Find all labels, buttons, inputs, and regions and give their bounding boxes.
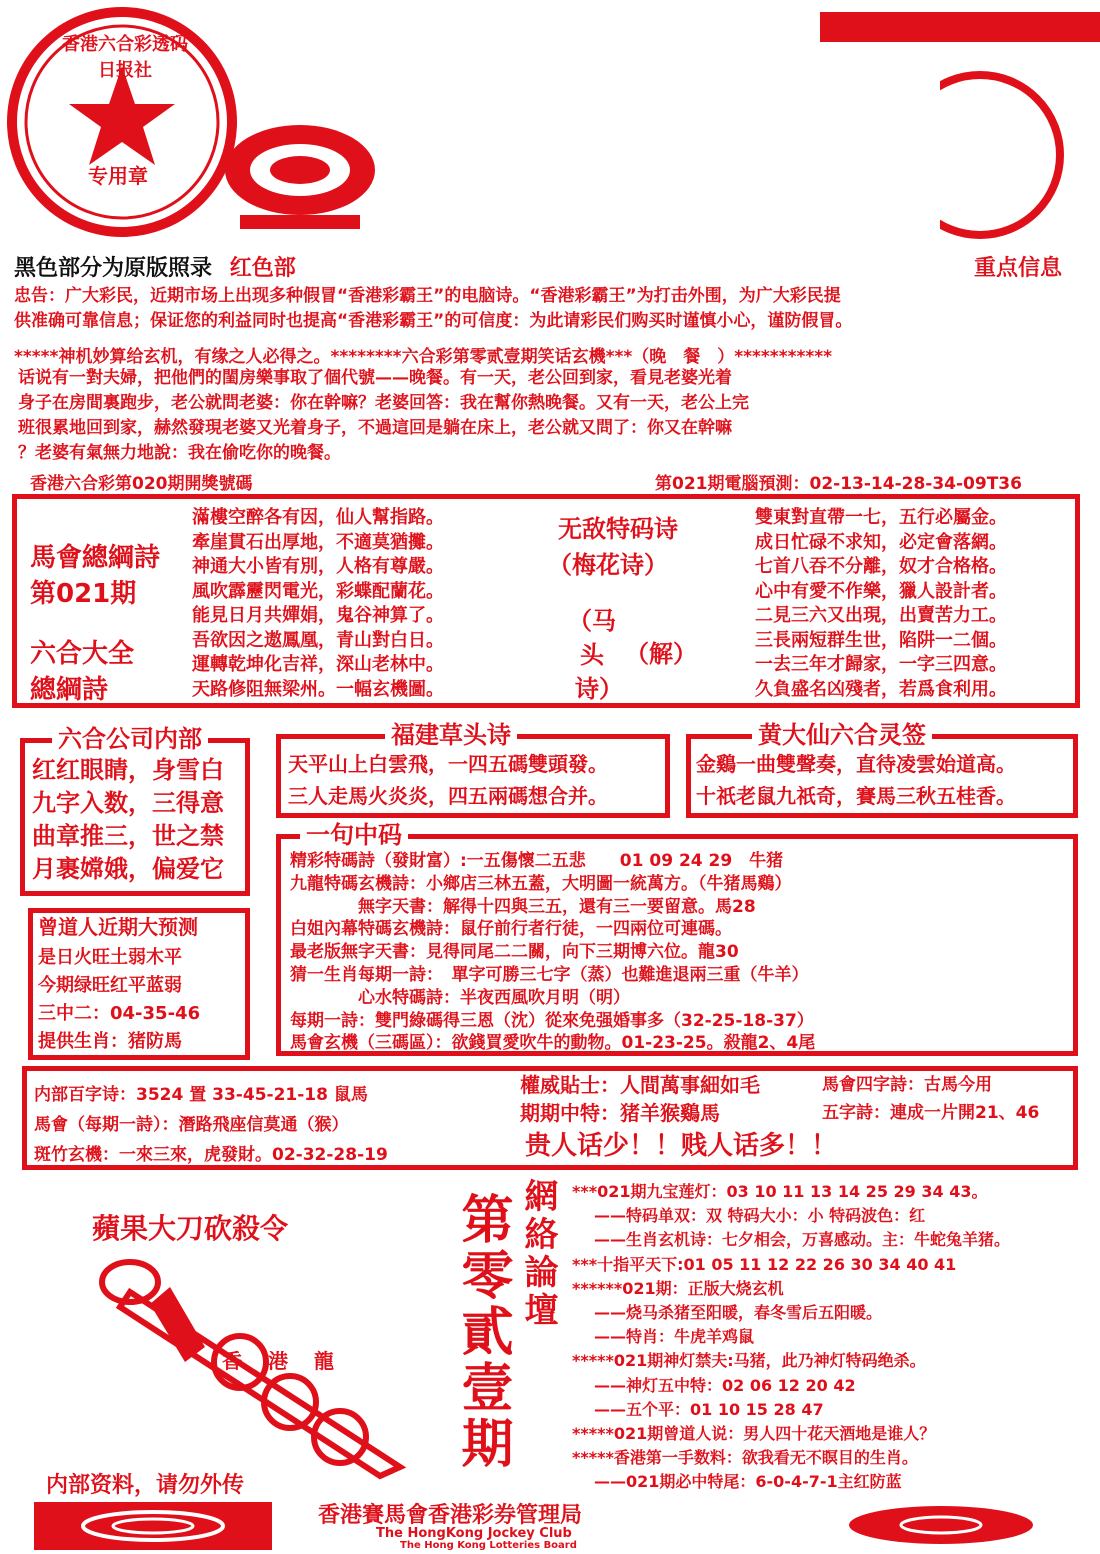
joke-title: *****神机妙算给玄机，有缘之人必得之。********六合彩第零贰壹期笑话玄機***（晚 餐 ）*********** [14, 347, 833, 367]
daoren-line: 三中二：04-35-46 [38, 1003, 201, 1024]
sentence-line: 白姐內幕特碼玄機詩：鼠仔前行者行徒，一四兩位可連碼。 [290, 919, 732, 940]
right-list [572, 1180, 1010, 1495]
notice-black: 黑色部分为原版照录 [14, 256, 213, 281]
daoren-line: 提供生肖：猪防馬 [38, 1031, 182, 1052]
right-list-item: ——021期必中特尾：6-0-4-7-1主红防蓝 [594, 1472, 902, 1492]
draw-bar-right: 第021期電腦預測：02-13-14-28-34-09T36 [655, 474, 1022, 494]
sentence-title: 一句中码 [300, 818, 408, 852]
company-title: 六合公司内部 [52, 722, 208, 756]
right-list-item: *****021期神灯禁夫:马猪，此乃神灯特码绝杀。 [572, 1351, 926, 1371]
poem-line: 能見日月共嬋娟，鬼谷神算了。 [192, 605, 444, 626]
internal-line: 斑竹玄機：一來三來，虎發財。02-32-28-19 [34, 1145, 388, 1165]
poem-line: 成日忙碌不求知，必定會落網。 [755, 531, 1007, 553]
internal-line: 馬會（每期一詩）：潛路飛座信莫通（猴） [34, 1115, 349, 1135]
company-line: 九字入数，三得意 [32, 789, 224, 817]
poem-line: 吾欲因之遨鳳凰，青山對白日。 [192, 629, 444, 651]
poem-line: 天路修阻無梁州。一幅玄機圖。 [192, 678, 444, 700]
mid-title: 无敌特码诗 [558, 515, 678, 543]
forum-name: 網絡論壇 [518, 1178, 558, 1330]
apple-note: 内部资料，请勿外传 [46, 1473, 245, 1498]
notice-tail: 重点信息 [974, 256, 1063, 281]
poem-title: 馬會總綱詩 [30, 543, 161, 573]
internal-line: 内部百字诗：3524 置 33-45-21-18 鼠馬 [34, 1085, 368, 1105]
right-list-item: ***十指平天下:01 05 11 12 22 26 30 34 40 41 [572, 1254, 957, 1274]
daoren-title: 曾道人近期大预测 [38, 915, 198, 939]
mid-b: 头 [580, 641, 604, 669]
notice-line [14, 253, 1089, 284]
apple-title: 蘋果大刀砍殺令 [92, 1212, 289, 1245]
poem-line: 七首八吞不分離，奴才合格格。 [755, 556, 1007, 577]
warning-line: 忠告：广大彩民，近期市场上出现多种假冒“香港彩霸王”的电脑诗。“香港彩霸王”为打击外围，为广大彩民提 [14, 286, 841, 306]
poem-line: 滿樓空醉各有因，仙人幫指路。 [192, 507, 444, 528]
internal-lines [34, 1080, 388, 1170]
poem-line: 一去三年才歸家，一字三四意。 [755, 654, 1007, 675]
poem-line: 牽崖貫石出厚地，不適莫猶攤。 [192, 531, 444, 553]
sentence-line: 猜一生肖每期一詩： 單字可勝三七字（蒸）也難進退兩三重（牛羊） [290, 964, 809, 985]
poem-line: 運轉乾坤化吉祥，深山老林中。 [192, 654, 444, 675]
poem-line: 久負盛名凶殘者，若爲食利用。 [755, 678, 1007, 700]
right-list-item: ******021期：正版大烧玄机 [572, 1278, 784, 1298]
poem-line: 神通大小皆有別，人格有尊嚴。 [192, 556, 444, 577]
sentence-line: 心水特碼詩：半夜西風吹月明（明） [290, 987, 630, 1008]
footer-en1: The HongKong Jockey Club [376, 1526, 572, 1541]
right-list-item: ——生肖玄机诗：七夕相会，万喜感动。主：牛蛇兔羊猪。 [594, 1230, 1011, 1250]
forum-issue: 第零貳壹期 [452, 1192, 512, 1472]
right-list-item: ——特肖：牛虎羊鸡鼠 [594, 1327, 755, 1347]
internal-right-c: 馬會四字詩：古馬今用 [822, 1075, 992, 1095]
seal-stamp-right [940, 70, 1090, 240]
joke-line: ？老婆有氣無力地說：我在偷吃你的晚餐。 [18, 443, 341, 463]
daoren-line: 是日火旺土弱木平 [38, 947, 182, 968]
right-list-item: ——神灯五中特：02 06 12 20 42 [594, 1375, 856, 1395]
wong-line: 金鷄一曲雙聲奏，直待凌雲始道高。 [696, 752, 1016, 776]
wong-lines [696, 748, 1016, 812]
mid-c: 诗） [575, 675, 623, 703]
wong-title: 黄大仙六合灵签 [752, 718, 932, 752]
fujian-line: 天平山上白雲飛，一四五碼雙頭發。 [288, 752, 608, 776]
logo-swirl [220, 110, 380, 240]
company-line: 红红眼睛，身雪白 [32, 756, 224, 784]
right-list-item: *****021期曾道人说：男人四十花天酒地是谁人？ [572, 1424, 936, 1444]
internal-right-b: 期期中特：猪羊猴鷄馬 [520, 1101, 720, 1125]
wong-line: 十祇老鼠九祇奇，賽馬三秋五桂香。 [696, 784, 1016, 808]
right-list-item: ——特码单双：双 特码大小：小 特码波色：红 [594, 1206, 926, 1226]
footer-org: 香港賽馬會香港彩券管理局 [318, 1503, 583, 1528]
notice-red: 红色部 [229, 256, 296, 281]
fujian-line: 三人走馬火炎炎，四五兩碼想合并。 [288, 784, 608, 808]
joke-line: 身子在房間裏跑步，老公就問老婆：你在幹嘛？老婆回答：我在幫你熱晚餐。又有一天，老公上完 [18, 393, 749, 413]
company-lines [32, 754, 224, 886]
joke-line: 班很累地回到家，赫然發現老婆又光着身子，不過這回是躺在床上，老公就又問了：你又在幹嘛 [18, 418, 732, 438]
company-line: 月裹嫦娥，偏爱它 [32, 855, 224, 883]
internal-right-a: 權威貼士：人間萬事細如毛 [520, 1073, 760, 1097]
poem-col2 [755, 506, 1007, 702]
sword-text: 香港龍 [222, 1349, 360, 1373]
poem-left-titles [30, 540, 160, 708]
fujian-lines [288, 748, 608, 812]
joke-text [18, 366, 749, 466]
top-right-bar [820, 12, 1100, 42]
bottom-left-badge [34, 1502, 272, 1550]
poem-title: 總綱詩 [30, 675, 109, 705]
seal-text: 香港六合彩透码日报社 [62, 34, 188, 81]
daoren-line: 今期绿旺红平蓝弱 [38, 975, 182, 996]
sentence-line: 九龍特碼玄機詩：小鄉店三林五蓋，大明圖一統萬方。（牛猪馬鷄） [290, 873, 792, 894]
right-list-item: ***021期九宝莲灯：03 10 11 13 14 25 29 34 43。 [572, 1182, 988, 1201]
poem-line: 雙東對直帶一七，五行必屬金。 [755, 507, 1007, 528]
poem-title: 六合大全 [30, 639, 135, 669]
mid-d: （解） [625, 640, 697, 668]
seal-sub: 专用章 [88, 164, 148, 188]
internal-right-d: 五字詩：連成一片開21、46 [822, 1103, 1040, 1123]
mid-a: （马 [568, 607, 616, 635]
sentence-line: 最老版無字天書：見得同尾二二關，向下三期博六位。龍30 [290, 942, 739, 963]
warning-text [14, 284, 852, 334]
mid-sub: （梅花诗） [548, 551, 668, 579]
poem-line: 心中有愛不作樂，獵人設計者。 [755, 580, 1007, 602]
sentence-line: 無字天書：解得十四與三五，還有三一要留意。馬28 [290, 896, 756, 917]
bottom-right-badge [846, 1504, 1036, 1546]
sentence-line: 精彩特碼詩（發財富）:一五傷懷二五悲 01 09 24 29 牛猪 [290, 851, 784, 871]
sentence-line: 每期一詩：雙門綠碼得三恩（沈）從來免强婚事多（32-25-18-37） [290, 1010, 814, 1031]
company-line: 曲章推三，世之禁 [32, 822, 224, 850]
poem-line: 二見三六又出現，出賣苦力工。 [755, 605, 1007, 626]
right-list-item: ——烧马杀猪至阳暖，春冬雪后五阳暖。 [594, 1303, 883, 1323]
fujian-title: 福建草头诗 [385, 718, 517, 752]
footer-en2: The Hong Kong Lotteries Board [400, 1540, 577, 1551]
right-list-item: ——五个平：01 10 15 28 47 [594, 1399, 824, 1419]
sentence-lines [290, 850, 815, 1055]
poem-line: 三長兩短群生世，陷阱一二個。 [755, 629, 1007, 651]
poem-issue: 第021期 [30, 579, 137, 609]
poem-line: 風吹霹靂閃電光，彩蝶配蘭花。 [192, 580, 444, 602]
daoren-lines [38, 944, 200, 1056]
sentence-line: 馬會玄機（三碼區）：欲錢買愛吹牛的動物。01-23-25。殺龍2、4尾 [290, 1033, 816, 1054]
warning-line: 供准确可靠信息；保证您的利益同时也提高“香港彩霸王”的可信度：为此请彩民们购买时谨慎小心，谨防假冒。 [14, 311, 853, 331]
right-list-item: *****香港第一手数料：欲我看无不瞑目的生肖。 [572, 1448, 918, 1468]
poem-col1 [192, 506, 444, 702]
draw-bar-left: 香港六合彩第020期開獎號碼 [30, 474, 253, 494]
slogan: 贵人话少！！贱人话多！！ [525, 1131, 838, 1161]
joke-line: 话说有一對夫婦，把他們的閨房樂事取了個代號——晚餐。有一天，老公回到家，看見老婆光着 [18, 368, 732, 388]
